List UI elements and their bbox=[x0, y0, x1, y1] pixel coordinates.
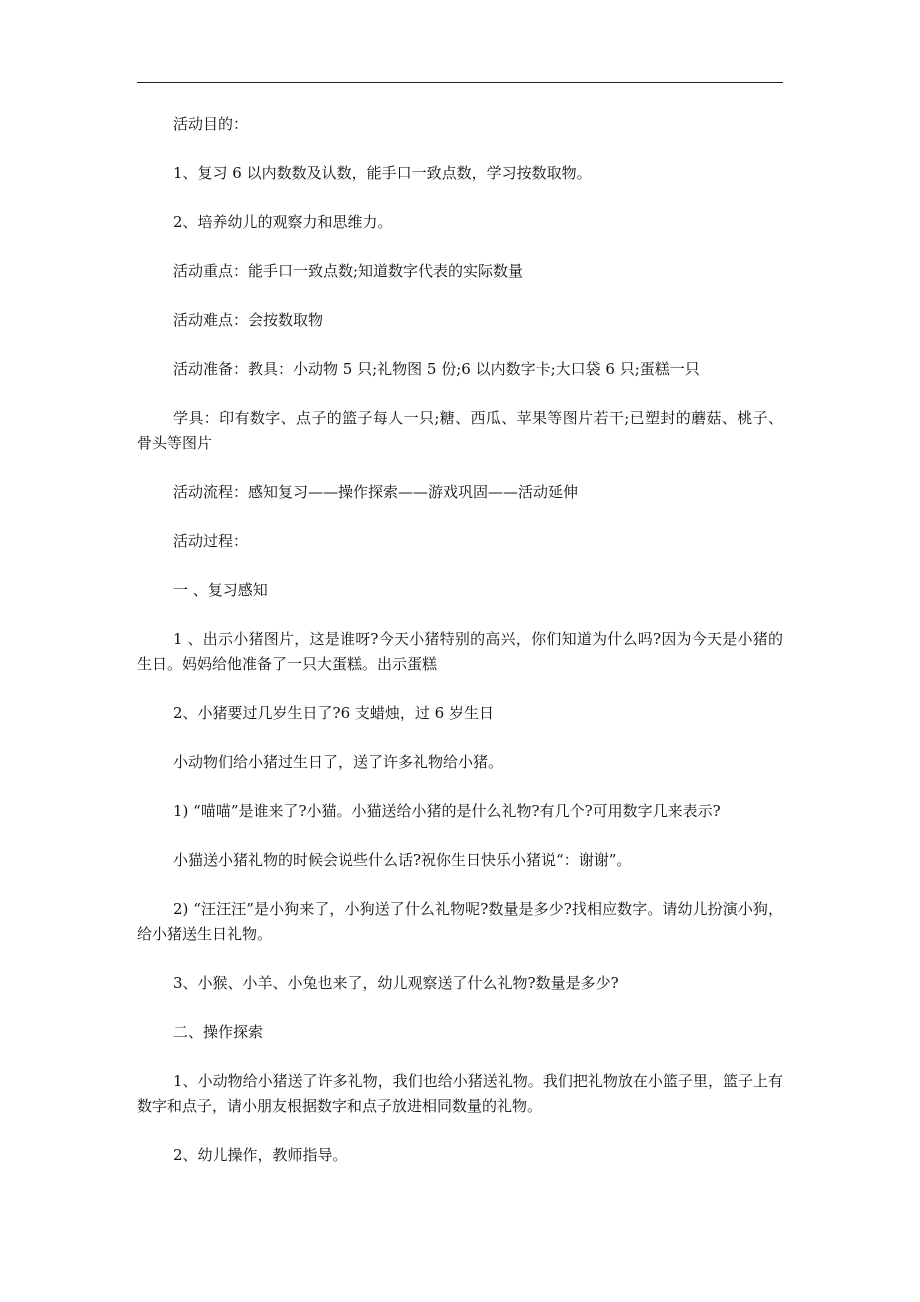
paragraph-explore-1: 1、小动物给小猪送了许多礼物，我们也给小猪送礼物。我们把礼物放在小篮子里，篮子上有数字和点子，请小朋友根据数字和点子放进相同数量的礼物。 bbox=[137, 1072, 783, 1115]
paragraph-dog: 2) “汪汪汪”是小狗来了，小狗送了什么礼物呢?数量是多少?找相应数字。请幼儿扮演小狗，给小猪送生日礼物。 bbox=[137, 900, 783, 943]
paragraph-goal-heading: 活动目的： bbox=[173, 115, 249, 133]
paragraph-cat: 1) “喵喵”是谁来了?小猫。小猫送给小猪的是什么礼物?有几个?可用数字几来表示? bbox=[173, 802, 721, 820]
header-divider bbox=[137, 82, 783, 83]
paragraph-review-1: 1 、出示小猪图片，这是谁呀?今天小猪特别的高兴，你们知道为什么吗?因为今天是小猪的生日。妈妈给他准备了一只大蛋糕。出示蛋糕 bbox=[137, 630, 783, 673]
paragraph-difficulty: 活动难点：会按数取物 bbox=[173, 311, 324, 329]
paragraph-cat-dialogue: 小猫送小猪礼物的时候会说些什么话?祝你生日快乐小猪说“：谢谢”。 bbox=[173, 851, 632, 869]
document-body bbox=[137, 112, 783, 1192]
paragraph-review-2: 2、小猪要过几岁生日了?6 支蜡烛，过 6 岁生日 bbox=[173, 704, 494, 722]
paragraph-animals-gifts: 小动物们给小猪过生日了，送了许多礼物给小猪。 bbox=[173, 753, 504, 771]
paragraph-others: 3、小猴、小羊、小兔也来了，幼儿观察送了什么礼物?数量是多少? bbox=[173, 974, 619, 992]
paragraph-preparation: 活动准备：教具：小动物 5 只;礼物图 5 份;6 以内数字卡;大口袋 6 只;蛋糕一只 bbox=[173, 360, 700, 378]
paragraph-explore-2: 2、幼儿操作，教师指导。 bbox=[173, 1146, 348, 1164]
paragraph-student-materials: 学具：印有数字、点子的篮子每人一只;糖、西瓜、苹果等图片若干;已塑封的蘑菇、桃子、骨头等图片 bbox=[137, 409, 783, 452]
paragraph-flow: 活动流程：感知复习——操作探索——游戏巩固——活动延伸 bbox=[173, 483, 579, 501]
section-heading-explore: 二、操作探索 bbox=[173, 1023, 264, 1041]
paragraph-process-heading: 活动过程： bbox=[173, 532, 249, 550]
paragraph-goal-2: 2、培养幼儿的观察力和思维力。 bbox=[173, 213, 393, 231]
paragraph-key-point: 活动重点：能手口一致点数;知道数字代表的实际数量 bbox=[173, 262, 524, 280]
paragraph-goal-1: 1、复习 6 以内数数及认数，能手口一致点数，学习按数取物。 bbox=[173, 164, 592, 182]
section-heading-review: 一 、复习感知 bbox=[173, 581, 268, 599]
